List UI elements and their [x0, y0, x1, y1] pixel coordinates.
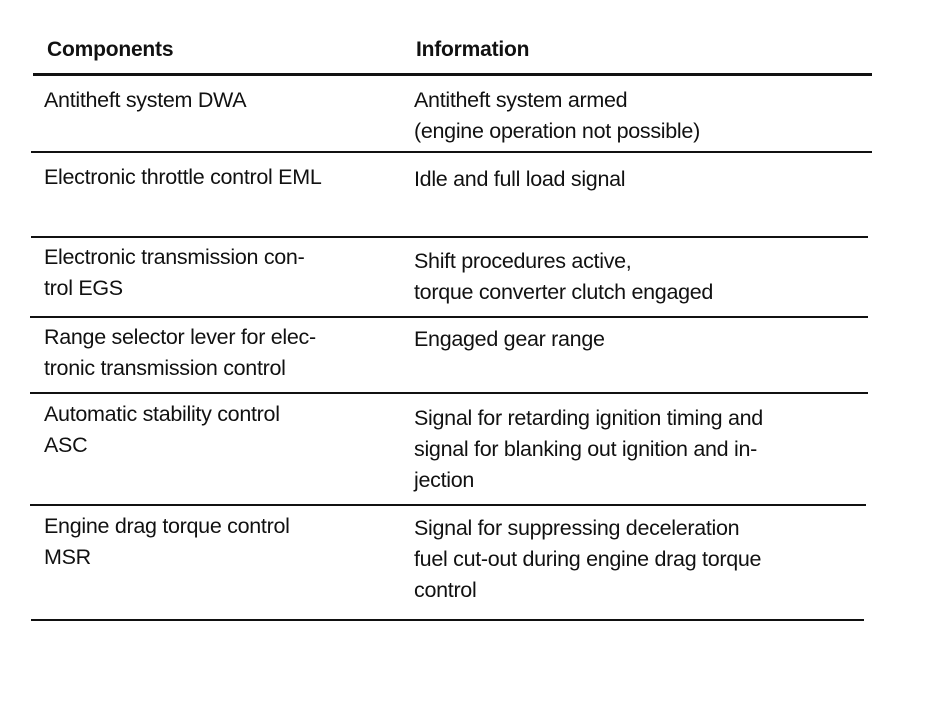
row-6-information-line-2: fuel cut-out during engine drag torque [414, 547, 762, 571]
header-components: Components [47, 38, 174, 61]
row-6-information-line-3: control [414, 578, 477, 602]
row-3-information-line-1: Shift procedures active, [414, 249, 632, 273]
row-3-component-line-2: trol EGS [44, 276, 123, 300]
row-1-information [414, 85, 700, 147]
row-1-information-line-1: Antitheft system armed [414, 88, 628, 112]
row-6-component [44, 511, 290, 573]
row-3-component-line-1: Electronic transmission con- [44, 245, 305, 269]
row-5-information [414, 403, 763, 496]
row-1-component [44, 85, 246, 116]
row-6-component-line-1: Engine drag torque control [44, 514, 290, 538]
row-2-information [414, 164, 625, 195]
row-5-rule [30, 504, 866, 506]
row-4-component-line-1: Range selector lever for elec- [44, 325, 316, 349]
row-2-component-line-1: Electronic throttle control EML [44, 165, 322, 189]
header-rule [33, 73, 872, 76]
row-5-component-line-2: ASC [44, 433, 88, 457]
row-4-component [44, 322, 316, 384]
row-5-information-line-3: jection [414, 468, 475, 492]
row-3-rule [30, 316, 868, 318]
row-5-component [44, 399, 280, 461]
row-6-component-line-2: MSR [44, 545, 91, 569]
row-1-component-line-1: Antitheft system DWA [44, 88, 247, 112]
row-3-information [414, 246, 713, 308]
header-information: Information [416, 38, 530, 61]
row-2-rule [31, 236, 868, 238]
row-4-information [414, 324, 605, 355]
row-1-information-line-2: (engine operation not possible) [414, 119, 700, 143]
row-4-information-line-1: Engaged gear range [414, 327, 605, 351]
row-6-information-line-1: Signal for suppressing deceleration [414, 516, 740, 540]
row-2-component [44, 162, 322, 193]
row-5-information-line-1: Signal for retarding ignition timing and [414, 406, 763, 430]
row-5-component-line-1: Automatic stability control [44, 402, 280, 426]
row-4-component-line-2: tronic transmission control [44, 356, 286, 380]
row-1-rule [31, 151, 872, 153]
bottom-rule [31, 619, 864, 621]
row-2-information-line-1: Idle and full load signal [414, 167, 626, 191]
row-6-information [414, 513, 761, 606]
row-3-component [44, 242, 304, 304]
row-5-information-line-2: signal for blanking out ignition and in- [414, 437, 757, 461]
row-4-rule [30, 392, 868, 394]
row-3-information-line-2: torque converter clutch engaged [414, 280, 714, 304]
